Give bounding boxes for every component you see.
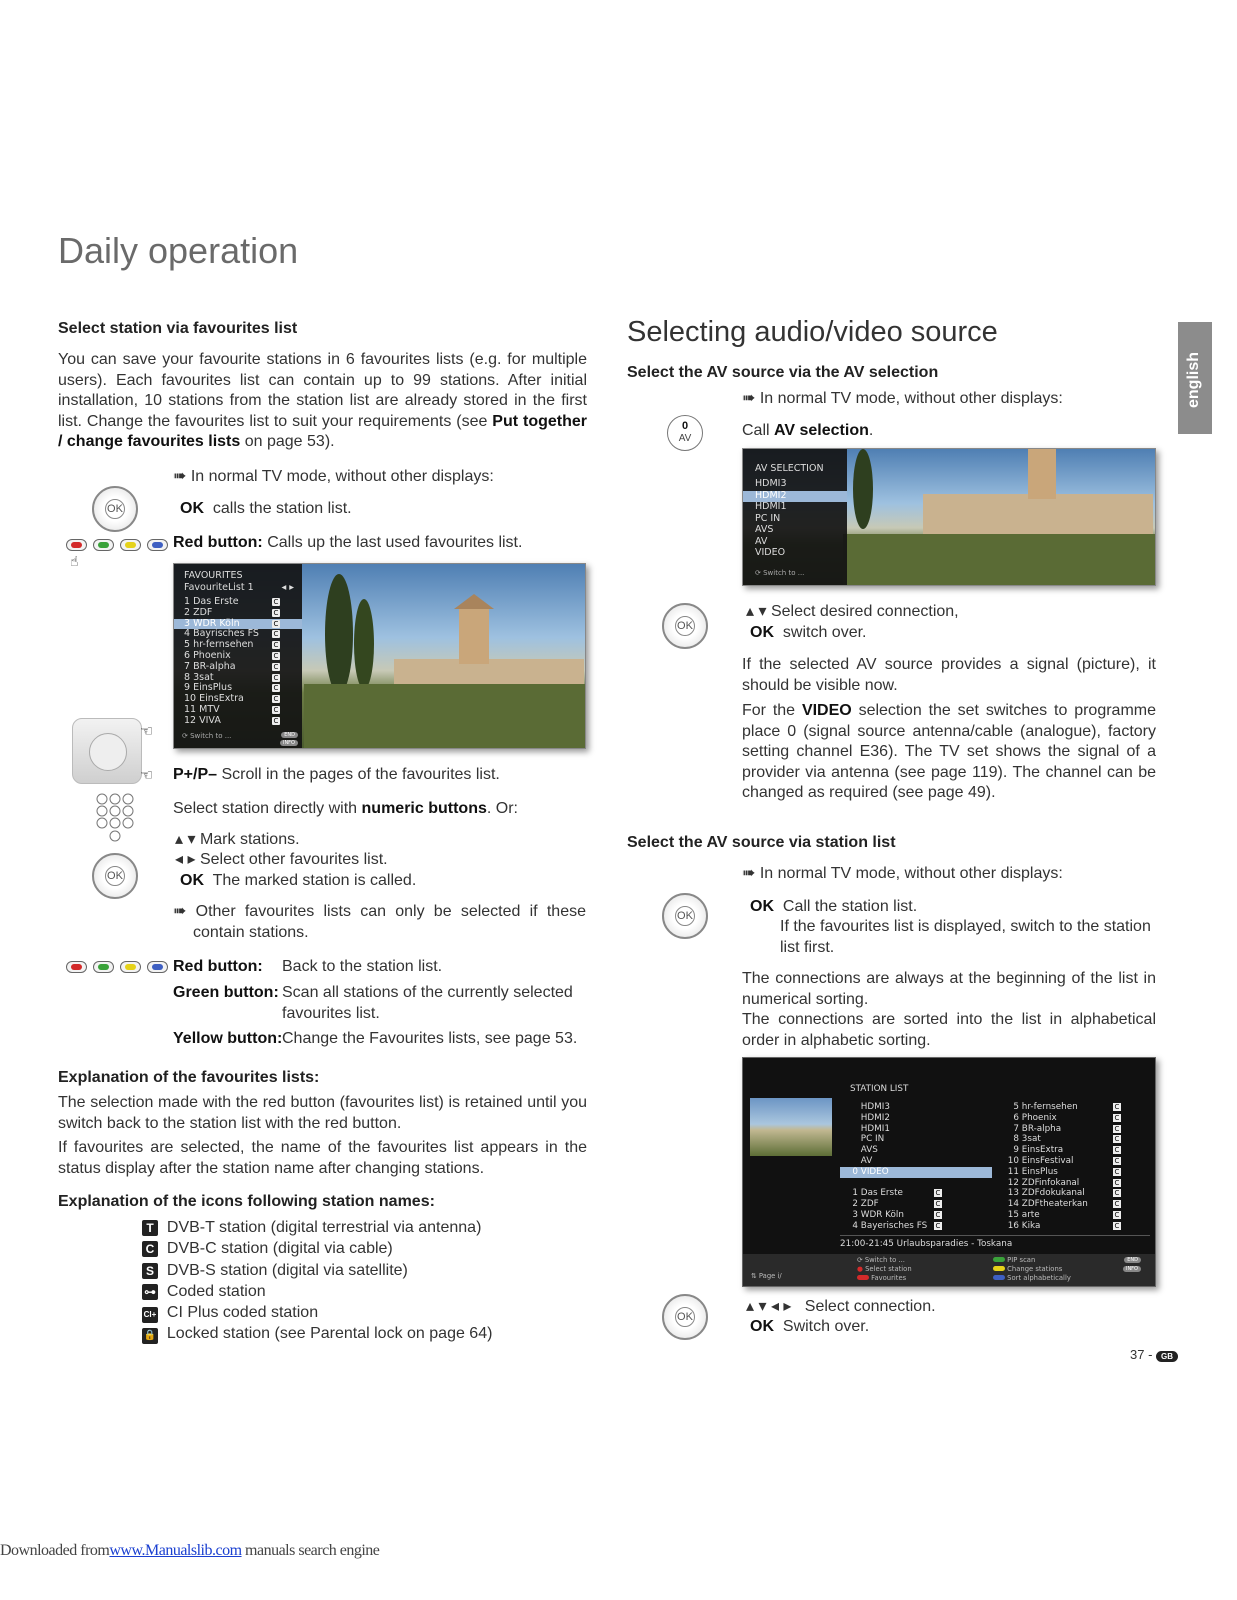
station-list-footer: ⇅ Page i/ ⟳ Switch to ... ● Select station Favourites PIP scan Change stations Sort alphabetically END INFO xyxy=(743,1254,1155,1286)
normal-tv-note: ➠ In normal TV mode, without other displays: xyxy=(742,865,1063,882)
av-menu-item[interactable]: HDMI2 xyxy=(743,491,847,503)
favourites-row[interactable]: 1 Das Erste C xyxy=(184,596,279,607)
other-lists-note: ➠ Other favourites lists can only be selected if these contain stations. xyxy=(173,903,586,941)
switch-over-line2: OK Switch over. xyxy=(750,1318,870,1335)
normal-tv-note: ➠ In normal TV mode, without other displays: xyxy=(173,468,494,485)
if-fav-note: If the favourites list is displayed, switch to the station list first. xyxy=(780,918,1151,956)
station-type-icon: S xyxy=(142,1263,158,1279)
footer-sort: Sort alphabetically xyxy=(993,1274,1071,1283)
station-row[interactable]: 16 Kika C xyxy=(1007,1220,1120,1231)
station-list-screen xyxy=(742,1057,1156,1287)
ok-calls-line: OK calls the station list. xyxy=(180,500,352,517)
pointing-hand-icon: ☝ xyxy=(70,553,79,569)
av-selection-screen xyxy=(742,448,1156,586)
footer-select-station: ● Select station xyxy=(857,1265,912,1273)
favourites-row[interactable]: 6 Phoenix C xyxy=(184,649,279,661)
station-row[interactable]: 13 ZDFdokukanal C xyxy=(1007,1188,1120,1199)
station-row[interactable]: PC IN xyxy=(860,1134,885,1145)
favourites-menu-title: FAVOURITES xyxy=(184,570,243,581)
ok-button-icon: OK xyxy=(92,486,138,532)
call-list-line: OK Call the station list. xyxy=(750,898,918,915)
station-type-icon: ⊶ xyxy=(144,1284,156,1299)
station-row[interactable]: 0 VIDEO xyxy=(840,1167,992,1178)
icon-legend-item: CI+ CI Plus coded station xyxy=(143,1304,319,1322)
av-menu-item[interactable]: AV xyxy=(755,535,768,547)
station-row[interactable]: 4 Bayerisches FS C xyxy=(852,1220,941,1231)
av-menu-item[interactable]: VIDEO xyxy=(755,547,786,558)
favourites-row[interactable]: 10 EinsExtra C xyxy=(184,693,279,705)
epg-line: 21:00-21:45 Urlaubsparadies - Toskana xyxy=(840,1235,1150,1249)
color-buttons-icon xyxy=(66,539,168,551)
station-row[interactable]: HDMI2 xyxy=(860,1112,890,1123)
icon-legend-item: T DVB-T station (digital terrestrial via antenna) xyxy=(142,1217,492,1238)
mark-line: ▴ ▾ Mark stations. xyxy=(175,831,300,848)
station-row[interactable]: 5 hr-fernsehen C xyxy=(1013,1102,1120,1112)
av-menu-item[interactable]: AVS xyxy=(755,524,774,535)
remote-control-icon xyxy=(72,718,142,784)
page-title: Daily operation xyxy=(58,230,299,271)
pip-thumbnail xyxy=(750,1098,832,1156)
av-menu-item[interactable]: HDMI1 xyxy=(755,501,787,512)
favourites-row[interactable]: 5 hr-fernsehen C xyxy=(184,639,279,651)
page-hint: ⇅ Page i/ xyxy=(751,1272,782,1280)
station-list-title: STATION LIST xyxy=(850,1084,909,1094)
station-row[interactable]: HDMI3 xyxy=(860,1102,890,1112)
normal-tv-note: ➠ In normal TV mode, without other displays: xyxy=(742,390,1063,407)
station-type-icon: C xyxy=(142,1241,158,1257)
red-button-back-text: Back to the station list. xyxy=(282,958,443,975)
manualslib-link[interactable]: www.Manualslib.com xyxy=(109,1542,242,1559)
station-row[interactable]: HDMI1 xyxy=(860,1123,890,1134)
language-tab xyxy=(1178,322,1212,434)
ok-marked-line: OK The marked station is called. xyxy=(180,872,417,889)
favourites-row[interactable]: 8 3sat C xyxy=(184,671,279,683)
green-button-text: Scan all stations of the currently selected favourites list. xyxy=(282,984,573,1022)
station-row[interactable]: 7 BR-alpha C xyxy=(1013,1123,1120,1134)
favourites-menu-subtitle: FavouriteList 1 ◂ ▸ xyxy=(184,582,294,593)
station-row[interactable]: 11 EinsPlus C xyxy=(1007,1166,1120,1177)
explanation-p2: If favourites are selected, the name of the favourites list appears in the status display after the station name after changing stations. xyxy=(58,1139,587,1177)
footer-change-stations: Change stations xyxy=(993,1265,1071,1274)
red-button-line: Red button: Calls up the last used favourites list. xyxy=(173,534,523,551)
footer-pip-scan: PIP scan xyxy=(993,1256,1071,1265)
favourites-menu-footer: ⟳ Switch to ... xyxy=(182,732,232,740)
favourites-screen xyxy=(173,563,586,749)
station-row[interactable]: 3 WDR Köln C xyxy=(852,1209,941,1220)
icon-legend-item: ⊶ Coded station xyxy=(144,1282,266,1300)
av-selection-menu xyxy=(743,449,847,586)
station-row[interactable]: 14 ZDFtheaterkan C xyxy=(1007,1199,1120,1210)
pp-line: P+/P– Scroll in the pages of the favourites list. xyxy=(173,766,500,783)
language-tab-label: english xyxy=(1185,351,1202,408)
yellow-button-text: Change the Favourites lists, see page 53. xyxy=(282,1030,578,1047)
av-menu-item[interactable]: PC IN xyxy=(755,512,781,524)
station-type-icon: CI+ xyxy=(142,1307,158,1323)
signal-para: If the selected AV source provides a signal (picture), it should be visible now. xyxy=(742,656,1156,694)
call-av-line: Call AV selection. xyxy=(742,422,874,439)
station-row[interactable] xyxy=(840,1178,992,1189)
footer-switch-to: ⟳ Switch to ... xyxy=(857,1256,905,1264)
footer-favourites: Favourites xyxy=(857,1274,912,1283)
favourites-row[interactable]: 3 WDR Köln C xyxy=(174,619,302,630)
icon-legend-item: 🔒 Locked station (see Parental lock on page 64) xyxy=(143,1325,493,1343)
explanation-p1: The selection made with the red button (favourites list) is retained until you switch back to the station list with the red button. xyxy=(58,1094,587,1132)
favourites-row[interactable]: 9 EinsPlus C xyxy=(184,682,279,694)
favourites-menu: FAVOURITES FavouriteList 1 ◂ ▸ 1 Das Erste C 2 ZDF C 3 WDR Köln C 4 Bayrisches FS C 5 hr-fernsehen C 6 Phoenix C 7 BR-alpha C 8 3sat C 9 EinsPlus C 10 EinsExtra C 11 MTV C 12 VIVA C ⟳ Switch to ... END INFO xyxy=(174,564,302,749)
ok-button-icon: OK xyxy=(92,853,138,899)
favourites-row[interactable]: 2 ZDF C xyxy=(184,606,279,618)
icon-legend xyxy=(142,1217,492,1345)
select-other-line: ◂ ▸ Select other favourites list. xyxy=(175,851,388,868)
explanation-heading: Explanation of the favourites lists: xyxy=(58,1069,320,1086)
station-row[interactable]: AVS xyxy=(860,1145,878,1156)
av-key-icon: 0 AV xyxy=(667,415,703,451)
download-footer: Downloaded fromwww.Manualslib.com manuals search engine xyxy=(0,1542,380,1559)
station-row[interactable]: 12 ZDFinfokanal C xyxy=(1007,1177,1120,1188)
favourites-row[interactable]: 7 BR-alpha C xyxy=(184,660,279,672)
favourites-intro: You can save your favourite stations in 6 favourites lists (e.g. for multiple users). Each favourites list can contain up to 99 stations. After initial installation, 10 stations from the station list are already stored in the first list. Change the favourites list to suit your requirements (see Put together / change favourites lists on page 53). xyxy=(58,351,587,450)
ok-button-icon: OK xyxy=(662,1294,708,1340)
station-row[interactable]: AV xyxy=(860,1155,873,1166)
yellow-button-label: Yellow button: xyxy=(173,1030,283,1047)
station-row[interactable]: 15 arte C xyxy=(1007,1209,1120,1220)
green-button-label: Green button: xyxy=(173,984,279,1001)
sub-heading-av-selection: Select the AV source via the AV selection xyxy=(627,364,939,381)
color-buttons-icon xyxy=(66,961,168,973)
pointing-hand-icon: ☜ xyxy=(140,723,154,740)
ok-button-icon: OK xyxy=(662,603,708,649)
select-connection-line: ▴ ▾ Select desired connection, xyxy=(746,603,959,620)
station-row[interactable]: 1 Das Erste C xyxy=(852,1188,941,1199)
icon-legend-item: C DVB-C station (digital via cable) xyxy=(142,1238,492,1259)
switch-over-line: OK switch over. xyxy=(750,624,867,641)
av-menu-item[interactable]: HDMI3 xyxy=(755,478,787,489)
numeric-line: Select station directly with numeric buttons. Or: xyxy=(173,800,518,817)
station-row[interactable]: 10 EinsFestival C xyxy=(1007,1155,1120,1166)
icons-heading: Explanation of the icons following station names: xyxy=(58,1193,435,1210)
av-menu-title: AV SELECTION xyxy=(755,463,824,474)
connections-p2: The connections are sorted into the list in alphabetical order in alphabetic sorting. xyxy=(742,1011,1156,1049)
red-button-back: Red button: xyxy=(173,958,263,975)
station-row[interactable]: 2 ZDF C xyxy=(852,1199,941,1210)
favourites-row[interactable]: 11 MTV C xyxy=(184,703,279,715)
pointing-hand-icon: ☜ xyxy=(140,767,154,784)
station-row[interactable]: 8 3sat C xyxy=(1013,1134,1120,1145)
station-type-icon: T xyxy=(142,1220,158,1236)
icon-legend-item: S DVB-S station (digital via satellite) xyxy=(142,1260,492,1281)
station-row[interactable]: 6 Phoenix C xyxy=(1013,1112,1120,1123)
station-row[interactable]: 9 EinsExtra C xyxy=(1013,1145,1120,1156)
page-number: 37 - GB xyxy=(1130,1347,1178,1362)
av-menu-footer: ⟳ Switch to ... xyxy=(755,569,805,577)
numeric-keypad-icon xyxy=(94,793,138,847)
favourites-row[interactable]: 4 Bayrisches FS C xyxy=(184,628,279,640)
video-para: For the VIDEO selection the set switches to programme place 0 (signal source antenna/cable (analogue), factory setting channel E36). The TV set shows the signal of a provider via antenna (see page 119). The channel can be changed as required (see page 49). xyxy=(742,702,1157,801)
select-connection-line2: ▴ ▾ ◂ ▸ Select connection. xyxy=(746,1298,936,1315)
section-heading-favourites: Select station via favourites list xyxy=(58,320,298,337)
section-heading-av: Selecting audio/video source xyxy=(627,316,998,348)
ok-button-icon: OK xyxy=(662,893,708,939)
sub-heading-station-list: Select the AV source via station list xyxy=(627,834,896,851)
favourites-row[interactable]: 12 VIVA C xyxy=(184,714,279,726)
connections-p1: The connections are always at the beginning of the list in numerical sorting. xyxy=(742,970,1156,1008)
station-type-icon: 🔒 xyxy=(142,1328,158,1344)
